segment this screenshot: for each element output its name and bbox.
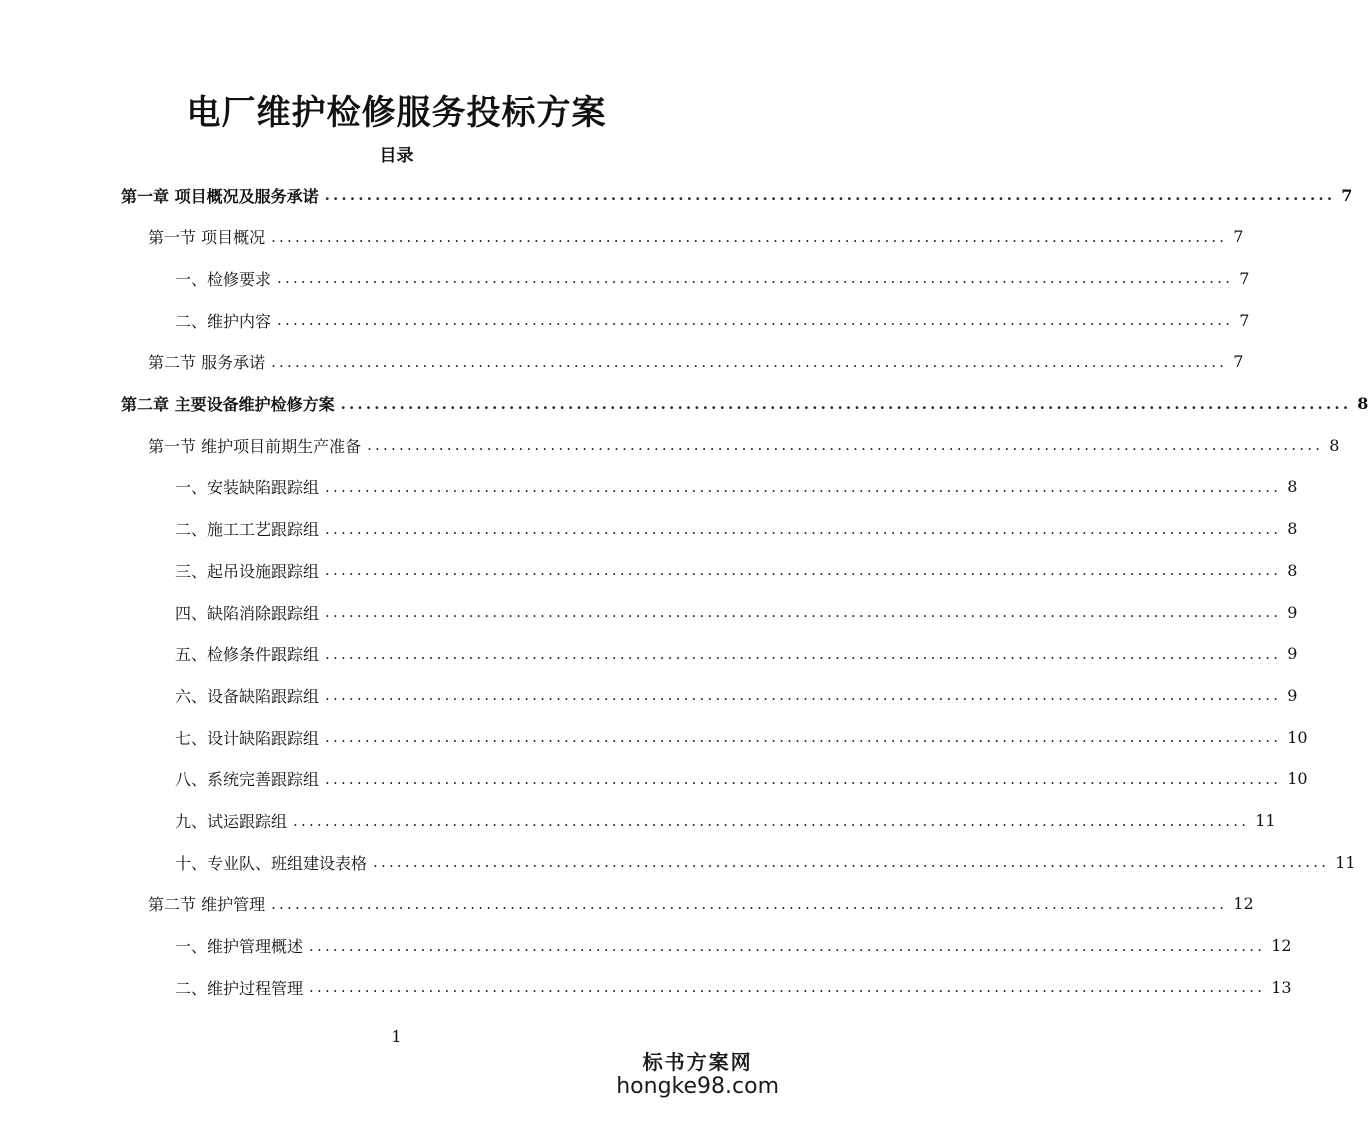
toc-entry-page: 9 <box>1287 602 1298 622</box>
toc-leader-dots: ........................................................................................................................ <box>325 477 1282 496</box>
toc-leader-dots: ........................................................................................................................ <box>309 978 1266 997</box>
toc-leader-dots: ........................................................................................................................ <box>325 603 1282 621</box>
toc-entry-page: 12 <box>1233 894 1254 914</box>
toc-section-entry[interactable] <box>148 424 1340 466</box>
toc-subsection-entry[interactable] <box>175 966 1292 1008</box>
toc-subsection-entry[interactable] <box>175 800 1276 842</box>
toc-leader-dots: ........................................................................................................................ <box>293 811 1250 830</box>
toc-leader-dots: ........................................................................................................................ <box>373 853 1330 872</box>
toc-entry-label: 第一章 项目概况及服务承诺 <box>121 186 319 206</box>
watermark-url: hongke98.com <box>616 1074 779 1099</box>
toc-subsection-entry[interactable] <box>175 299 1250 341</box>
toc-entry-label: 九、试运跟踪组 <box>175 812 288 831</box>
toc-subsection-entry[interactable] <box>175 758 1308 800</box>
toc-entry-page: 11 <box>1255 811 1276 830</box>
toc-entry-page: 9 <box>1287 685 1298 705</box>
toc-subsection-entry[interactable] <box>175 674 1298 716</box>
toc-leader-dots: ........................................................................................................................ <box>271 352 1228 371</box>
toc-entry-label: 第二章 主要设备维护检修方案 <box>121 395 335 414</box>
toc-subsection-entry[interactable] <box>175 591 1298 633</box>
toc-entry-label: 六、设备缺陷跟踪组 <box>175 686 320 706</box>
toc-entry-page: 12 <box>1271 936 1292 956</box>
toc-chapter-entry[interactable] <box>121 174 1353 216</box>
toc-entry-label: 八、系统完善跟踪组 <box>175 770 320 790</box>
toc-leader-dots: ........................................................................................................................ <box>277 311 1234 330</box>
document-title: 电厂维护检修服务投标方案 <box>186 93 607 133</box>
toc-subsection-entry[interactable] <box>175 925 1292 967</box>
page-number: 1 <box>391 1027 402 1046</box>
toc-entry-page: 8 <box>1287 519 1298 539</box>
toc-leader-dots: ........................................................................................................................ <box>325 769 1282 788</box>
toc-entry-label: 四、缺陷消除跟踪组 <box>175 603 320 623</box>
toc-subsection-entry[interactable] <box>175 549 1298 591</box>
toc-subsection-entry[interactable] <box>175 508 1298 550</box>
toc-entry-page: 8 <box>1357 394 1368 413</box>
toc-entry-page: 10 <box>1287 727 1308 747</box>
toc-entry-page: 13 <box>1271 977 1292 997</box>
toc-entry-page: 8 <box>1287 477 1298 497</box>
toc-entry-label: 二、施工工艺跟踪组 <box>175 520 320 540</box>
toc-entry-label: 第一节 维护项目前期生产准备 <box>148 436 362 456</box>
toc-entry-label: 一、维护管理概述 <box>175 937 304 957</box>
toc-entry-page: 7 <box>1233 352 1244 372</box>
toc-entry-page: 7 <box>1239 310 1250 330</box>
toc-leader-dots: ........................................................................................................................ <box>325 519 1282 538</box>
toc-entry-label: 二、维护内容 <box>175 311 272 331</box>
toc-entry-label: 第一节 项目概况 <box>148 228 266 248</box>
toc-leader-dots: ........................................................................................................................ <box>325 561 1282 580</box>
toc-leader-dots: ........................................................................................................................ <box>309 936 1266 955</box>
toc-entry-label: 五、检修条件跟踪组 <box>175 645 320 665</box>
toc-subsection-entry[interactable] <box>175 466 1298 508</box>
toc-leader-dots: ........................................................................................................................ <box>325 686 1282 705</box>
toc-leader-dots: ........................................................................................................................ <box>324 186 1336 204</box>
toc-section-entry[interactable] <box>148 341 1244 383</box>
toc-leader-dots: ........................................................................................................................ <box>325 644 1282 663</box>
toc-entry-page: 7 <box>1341 185 1353 205</box>
toc-entry-label: 十、专业队、班组建设表格 <box>175 853 368 873</box>
watermark-site-name: 标书方案网 <box>642 1050 753 1074</box>
toc-leader-dots: ........................................................................................................................ <box>340 394 1352 413</box>
toc-leader-dots: ........................................................................................................................ <box>367 436 1324 455</box>
toc-leader-dots: ........................................................................................................................ <box>277 269 1234 288</box>
toc-entry-label: 一、检修要求 <box>175 269 272 289</box>
toc-subsection-entry[interactable] <box>175 841 1356 883</box>
toc-chapter-entry[interactable] <box>121 383 1368 425</box>
toc-subsection-entry[interactable] <box>175 633 1298 675</box>
toc-entry-page: 8 <box>1329 435 1340 455</box>
watermark-logo <box>616 1050 779 1100</box>
toc-leader-dots: ........................................................................................................................ <box>271 894 1228 913</box>
toc-entry-page: 9 <box>1287 644 1298 664</box>
toc-section-entry[interactable] <box>148 883 1254 925</box>
toc-section-entry[interactable] <box>148 216 1244 258</box>
toc-entry-page: 10 <box>1287 769 1308 789</box>
toc-entry-label: 三、起吊设施跟踪组 <box>175 561 320 581</box>
toc-heading: 目录 <box>379 146 414 166</box>
toc-entry-page: 8 <box>1287 560 1298 580</box>
toc-leader-dots: ........................................................................................................................ <box>325 728 1282 747</box>
toc-subsection-entry[interactable] <box>175 716 1308 758</box>
toc-entry-label: 第二节 维护管理 <box>148 895 266 915</box>
toc-entry-label: 第二节 服务承诺 <box>148 353 266 373</box>
toc-entry-page: 11 <box>1335 852 1356 872</box>
toc-entry-page: 7 <box>1239 268 1250 288</box>
toc-entry-label: 二、维护过程管理 <box>175 978 304 998</box>
toc-entry-label: 一、安装缺陷跟踪组 <box>175 478 320 498</box>
toc-subsection-entry[interactable] <box>175 257 1250 299</box>
toc-entry-label: 七、设计缺陷跟踪组 <box>175 728 320 748</box>
toc-entry-page: 7 <box>1233 227 1244 247</box>
toc-leader-dots: ........................................................................................................................ <box>271 227 1228 246</box>
